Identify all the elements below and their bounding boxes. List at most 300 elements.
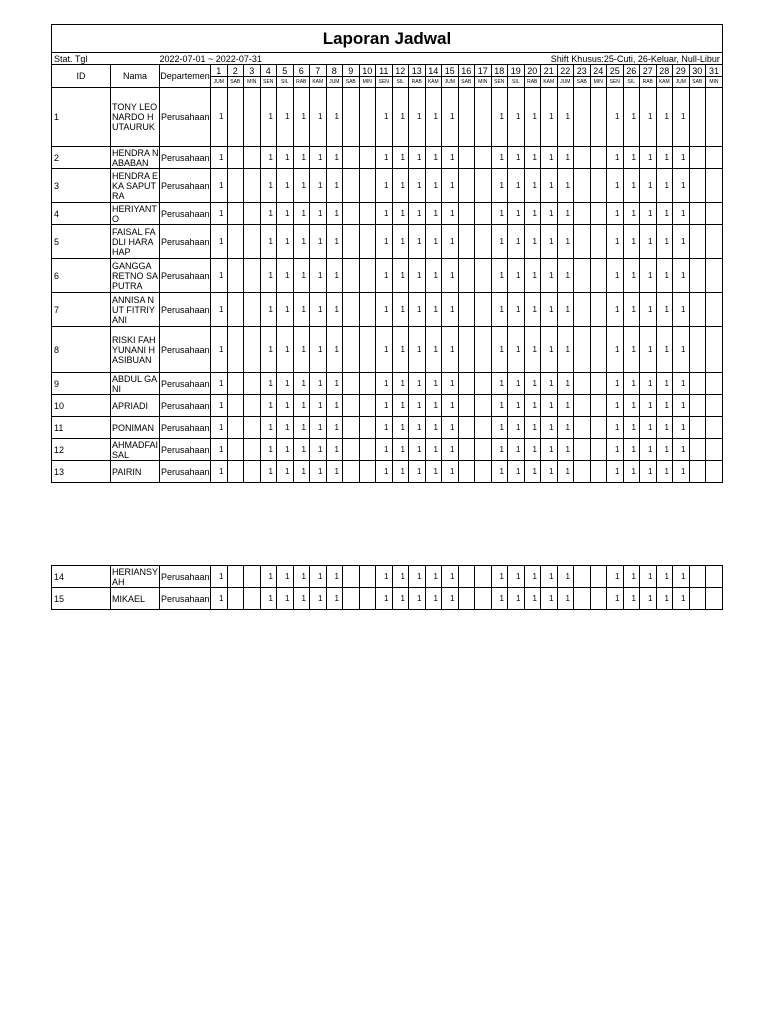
schedule-cell: 1	[656, 147, 673, 169]
schedule-cell: 1	[524, 439, 541, 461]
schedule-cell: 1	[260, 293, 277, 327]
schedule-cell: 1	[392, 395, 409, 417]
schedule-cell: 1	[326, 373, 343, 395]
weekday-header: KAM	[310, 77, 327, 88]
schedule-cell: 1	[326, 203, 343, 225]
schedule-cell	[227, 395, 244, 417]
schedule-cell	[574, 439, 591, 461]
day-header: 30	[689, 65, 706, 77]
employee-id: 14	[52, 566, 111, 588]
schedule-cell: 1	[326, 461, 343, 483]
schedule-cell	[244, 225, 261, 259]
employee-id: 15	[52, 588, 111, 610]
schedule-cell: 1	[508, 88, 525, 147]
schedule-cell: 1	[541, 327, 558, 373]
schedule-cell: 1	[277, 259, 294, 293]
schedule-cell: 1	[409, 88, 426, 147]
day-header: 1	[211, 65, 228, 77]
schedule-cell	[689, 169, 706, 203]
schedule-cell: 1	[277, 439, 294, 461]
schedule-cell: 1	[656, 203, 673, 225]
schedule-cell	[343, 395, 360, 417]
schedule-cell	[227, 439, 244, 461]
schedule-cell: 1	[310, 225, 327, 259]
schedule-cell	[343, 439, 360, 461]
schedule-cell: 1	[442, 88, 459, 147]
schedule-cell: 1	[524, 373, 541, 395]
schedule-cell	[574, 588, 591, 610]
weekday-header: KAM	[541, 77, 558, 88]
schedule-cell	[590, 417, 607, 439]
schedule-cell: 1	[277, 327, 294, 373]
weekday-header: SEN	[376, 77, 393, 88]
weekday-header: JUM	[442, 77, 459, 88]
schedule-cell: 1	[656, 566, 673, 588]
schedule-cell	[359, 147, 376, 169]
employee-id: 1	[52, 88, 111, 147]
schedule-cell: 1	[260, 259, 277, 293]
schedule-cell	[590, 147, 607, 169]
schedule-cell: 1	[656, 88, 673, 147]
schedule-cell	[244, 259, 261, 293]
schedule-cell: 1	[557, 417, 574, 439]
schedule-cell: 1	[640, 461, 657, 483]
schedule-cell: 1	[524, 461, 541, 483]
schedule-cell: 1	[409, 461, 426, 483]
stat-label-text: Stat. Tgl	[54, 53, 88, 64]
schedule-cell	[359, 327, 376, 373]
schedule-cell: 1	[607, 461, 624, 483]
schedule-cell	[359, 588, 376, 610]
schedule-cell	[458, 395, 475, 417]
day-header: 26	[623, 65, 640, 77]
schedule-cell: 1	[607, 147, 624, 169]
weekday-header: JUM	[211, 77, 228, 88]
schedule-cell: 1	[491, 395, 508, 417]
schedule-cell: 1	[211, 461, 228, 483]
schedule-cell: 1	[656, 461, 673, 483]
schedule-cell: 1	[376, 203, 393, 225]
schedule-cell: 1	[442, 395, 459, 417]
day-header: 11	[376, 65, 393, 77]
schedule-cell	[590, 225, 607, 259]
schedule-cell: 1	[310, 461, 327, 483]
schedule-cell: 1	[409, 588, 426, 610]
schedule-cell: 1	[409, 203, 426, 225]
schedule-cell	[458, 327, 475, 373]
schedule-cell	[706, 225, 723, 259]
schedule-cell: 1	[508, 439, 525, 461]
schedule-cell: 1	[557, 566, 574, 588]
schedule-cell	[689, 147, 706, 169]
schedule-cell: 1	[326, 169, 343, 203]
schedule-cell: 1	[656, 169, 673, 203]
schedule-cell: 1	[623, 461, 640, 483]
schedule-cell: 1	[640, 147, 657, 169]
schedule-cell	[475, 169, 492, 203]
schedule-cell: 1	[442, 225, 459, 259]
schedule-cell: 1	[623, 225, 640, 259]
schedule-cell	[227, 225, 244, 259]
schedule-cell: 1	[293, 293, 310, 327]
schedule-cell: 1	[673, 439, 690, 461]
schedule-cell: 1	[508, 293, 525, 327]
schedule-cell	[475, 203, 492, 225]
schedule-cell	[689, 395, 706, 417]
schedule-cell: 1	[293, 327, 310, 373]
schedule-cell: 1	[508, 417, 525, 439]
schedule-cell: 1	[491, 293, 508, 327]
employee-id: 5	[52, 225, 111, 259]
schedule-cell: 1	[623, 417, 640, 439]
day-header: 8	[326, 65, 343, 77]
schedule-cell: 1	[293, 566, 310, 588]
dept-header: Departemen	[160, 65, 211, 88]
employee-name: GANGGA RETNO SAPUTRA	[112, 260, 159, 291]
schedule-cell: 1	[260, 417, 277, 439]
schedule-cell	[343, 293, 360, 327]
schedule-cell	[590, 293, 607, 327]
schedule-cell: 1	[656, 259, 673, 293]
schedule-cell: 1	[211, 327, 228, 373]
schedule-cell: 1	[491, 373, 508, 395]
weekday-header: RAB	[293, 77, 310, 88]
schedule-cell: 1	[541, 373, 558, 395]
schedule-cell: 1	[310, 588, 327, 610]
schedule-cell: 1	[260, 461, 277, 483]
schedule-cell	[343, 259, 360, 293]
schedule-cell: 1	[376, 588, 393, 610]
schedule-cell: 1	[524, 395, 541, 417]
table-row	[52, 293, 723, 327]
employee-id: 2	[52, 147, 111, 169]
schedule-cell: 1	[640, 225, 657, 259]
schedule-cell: 1	[277, 588, 294, 610]
schedule-cell: 1	[491, 417, 508, 439]
weekday-header: RAB	[524, 77, 541, 88]
employee-name: HERIANSYAH	[112, 566, 159, 587]
schedule-cell: 1	[293, 169, 310, 203]
employee-department: Perusahaan	[160, 203, 211, 225]
schedule-cell	[343, 88, 360, 147]
employee-id: 10	[52, 395, 111, 417]
schedule-cell: 1	[524, 588, 541, 610]
employee-id: 12	[52, 439, 111, 461]
table-row	[52, 588, 723, 610]
schedule-cell	[475, 395, 492, 417]
schedule-cell: 1	[442, 373, 459, 395]
weekday-header: SEN	[607, 77, 624, 88]
day-header: 25	[607, 65, 624, 77]
weekday-header: SAB	[458, 77, 475, 88]
schedule-cell: 1	[211, 293, 228, 327]
schedule-cell	[689, 373, 706, 395]
schedule-cell: 1	[673, 88, 690, 147]
schedule-cell: 1	[425, 293, 442, 327]
schedule-cell	[227, 461, 244, 483]
schedule-cell: 1	[211, 225, 228, 259]
schedule-cell: 1	[656, 395, 673, 417]
schedule-cell: 1	[293, 88, 310, 147]
schedule-cell: 1	[508, 327, 525, 373]
schedule-cell: 1	[326, 147, 343, 169]
weekday-header: MIN	[590, 77, 607, 88]
weekday-header: JUM	[326, 77, 343, 88]
table-row	[52, 225, 723, 259]
schedule-cell	[475, 259, 492, 293]
schedule-cell: 1	[557, 88, 574, 147]
schedule-cell: 1	[293, 373, 310, 395]
schedule-cell	[244, 395, 261, 417]
weekday-header: JUM	[557, 77, 574, 88]
schedule-cell: 1	[442, 147, 459, 169]
schedule-cell: 1	[656, 373, 673, 395]
employee-id: 4	[52, 203, 111, 225]
schedule-cell: 1	[425, 225, 442, 259]
weekday-header: MIN	[706, 77, 723, 88]
schedule-cell: 1	[392, 461, 409, 483]
schedule-cell: 1	[260, 327, 277, 373]
schedule-cell	[574, 417, 591, 439]
schedule-cell: 1	[673, 395, 690, 417]
schedule-cell: 1	[656, 293, 673, 327]
schedule-cell: 1	[541, 395, 558, 417]
day-header: 13	[409, 65, 426, 77]
schedule-cell: 1	[277, 373, 294, 395]
schedule-cell	[359, 417, 376, 439]
employee-department: Perusahaan	[160, 88, 211, 147]
schedule-cell: 1	[310, 566, 327, 588]
day-header: 16	[458, 65, 475, 77]
schedule-cell: 1	[392, 566, 409, 588]
schedule-cell	[458, 88, 475, 147]
table-row	[52, 417, 723, 439]
schedule-cell: 1	[623, 588, 640, 610]
schedule-cell	[343, 169, 360, 203]
schedule-cell: 1	[310, 417, 327, 439]
schedule-cell: 1	[607, 566, 624, 588]
employee-id: 11	[52, 417, 111, 439]
weekday-header: RAB	[640, 77, 657, 88]
schedule-cell	[689, 293, 706, 327]
schedule-cell	[359, 88, 376, 147]
schedule-cell: 1	[277, 169, 294, 203]
schedule-cell: 1	[656, 327, 673, 373]
schedule-cell: 1	[491, 88, 508, 147]
shift-note: Shift Khusus:25-Cuti, 26-Keluar, Null-Libur	[392, 53, 722, 65]
employee-name: HENDRA NABABAN	[112, 147, 159, 168]
schedule-cell	[590, 373, 607, 395]
schedule-cell: 1	[277, 461, 294, 483]
schedule-cell: 1	[557, 327, 574, 373]
schedule-cell: 1	[326, 259, 343, 293]
schedule-cell	[574, 225, 591, 259]
schedule-cell	[590, 566, 607, 588]
id-header: ID	[52, 65, 111, 88]
day-header: 2	[227, 65, 244, 77]
employee-name: ANNISA NUT FITRIYANI	[111, 293, 160, 327]
schedule-cell	[359, 439, 376, 461]
schedule-cell: 1	[260, 439, 277, 461]
schedule-cell: 1	[491, 147, 508, 169]
weekday-header: RAB	[409, 77, 426, 88]
schedule-cell	[574, 461, 591, 483]
employee-department: Perusahaan	[160, 373, 211, 395]
schedule-cell: 1	[442, 461, 459, 483]
schedule-cell	[244, 566, 261, 588]
schedule-cell	[574, 373, 591, 395]
schedule-cell: 1	[673, 588, 690, 610]
schedule-cell: 1	[541, 566, 558, 588]
schedule-cell: 1	[211, 439, 228, 461]
schedule-cell: 1	[640, 203, 657, 225]
employee-id: 7	[52, 293, 111, 327]
employee-name: PONIMAN	[111, 417, 160, 439]
day-header: 12	[392, 65, 409, 77]
schedule-cell: 1	[524, 566, 541, 588]
schedule-cell: 1	[260, 203, 277, 225]
schedule-cell: 1	[376, 169, 393, 203]
day-header: 3	[244, 65, 261, 77]
schedule-cell: 1	[524, 259, 541, 293]
schedule-cell	[458, 169, 475, 203]
schedule-cell	[227, 327, 244, 373]
employee-id: 3	[52, 169, 111, 203]
schedule-cell	[227, 588, 244, 610]
schedule-cell: 1	[293, 439, 310, 461]
schedule-cell	[458, 373, 475, 395]
schedule-cell	[590, 203, 607, 225]
weekday-header: SAB	[689, 77, 706, 88]
schedule-cell: 1	[392, 88, 409, 147]
schedule-cell: 1	[640, 327, 657, 373]
schedule-cell	[574, 88, 591, 147]
schedule-cell	[706, 373, 723, 395]
table-row	[52, 259, 723, 293]
schedule-cell	[359, 373, 376, 395]
schedule-cell: 1	[607, 373, 624, 395]
schedule-cell	[227, 169, 244, 203]
schedule-cell: 1	[541, 88, 558, 147]
schedule-cell: 1	[673, 293, 690, 327]
schedule-cell: 1	[376, 293, 393, 327]
schedule-cell: 1	[508, 588, 525, 610]
schedule-cell	[706, 293, 723, 327]
schedule-cell: 1	[491, 259, 508, 293]
employee-department: Perusahaan	[160, 225, 211, 259]
schedule-cell: 1	[524, 147, 541, 169]
schedule-cell: 1	[310, 259, 327, 293]
employee-name: APRIADI	[111, 395, 160, 417]
schedule-cell	[244, 417, 261, 439]
schedule-cell: 1	[623, 203, 640, 225]
schedule-cell: 1	[557, 439, 574, 461]
day-header: 20	[524, 65, 541, 77]
schedule-cell: 1	[557, 203, 574, 225]
schedule-cell: 1	[260, 169, 277, 203]
weekday-header: SEN	[491, 77, 508, 88]
schedule-cell: 1	[640, 88, 657, 147]
schedule-cell: 1	[656, 588, 673, 610]
schedule-cell: 1	[541, 588, 558, 610]
schedule-cell: 1	[640, 373, 657, 395]
schedule-cell: 1	[541, 439, 558, 461]
schedule-cell: 1	[326, 395, 343, 417]
schedule-cell: 1	[623, 373, 640, 395]
schedule-cell: 1	[524, 293, 541, 327]
schedule-cell: 1	[623, 88, 640, 147]
schedule-cell: 1	[557, 169, 574, 203]
schedule-cell	[475, 461, 492, 483]
schedule-cell: 1	[640, 395, 657, 417]
schedule-cell: 1	[508, 169, 525, 203]
schedule-cell: 1	[508, 395, 525, 417]
schedule-cell	[227, 566, 244, 588]
weekday-header: KAM	[656, 77, 673, 88]
schedule-cell: 1	[491, 327, 508, 373]
schedule-cell	[227, 203, 244, 225]
schedule-cell	[458, 203, 475, 225]
day-header: 31	[706, 65, 723, 77]
schedule-cell: 1	[211, 169, 228, 203]
schedule-cell: 1	[491, 169, 508, 203]
schedule-cell: 1	[508, 147, 525, 169]
schedule-cell	[689, 327, 706, 373]
schedule-cell: 1	[508, 203, 525, 225]
day-header: 15	[442, 65, 459, 77]
day-header: 4	[260, 65, 277, 77]
employee-name: MIKAEL	[111, 588, 160, 610]
schedule-cell: 1	[376, 417, 393, 439]
schedule-cell: 1	[673, 566, 690, 588]
schedule-cell: 1	[409, 439, 426, 461]
schedule-cell	[244, 373, 261, 395]
weekday-header: MIN	[244, 77, 261, 88]
day-header: 21	[541, 65, 558, 77]
schedule-cell: 1	[508, 461, 525, 483]
schedule-cell: 1	[310, 88, 327, 147]
schedule-cell: 1	[392, 225, 409, 259]
schedule-cell: 1	[656, 439, 673, 461]
schedule-cell	[359, 293, 376, 327]
schedule-cell: 1	[293, 225, 310, 259]
schedule-cell: 1	[425, 147, 442, 169]
schedule-cell	[689, 566, 706, 588]
schedule-cell: 1	[607, 225, 624, 259]
schedule-cell: 1	[260, 588, 277, 610]
weekday-header: SAB	[574, 77, 591, 88]
table-row	[52, 88, 723, 147]
schedule-cell: 1	[508, 373, 525, 395]
schedule-cell: 1	[425, 373, 442, 395]
schedule-cell: 1	[211, 259, 228, 293]
day-header: 18	[491, 65, 508, 77]
schedule-cell: 1	[425, 566, 442, 588]
schedule-cell	[590, 88, 607, 147]
schedule-cell	[359, 169, 376, 203]
schedule-cell: 1	[640, 169, 657, 203]
schedule-cell: 1	[409, 147, 426, 169]
schedule-cell	[590, 259, 607, 293]
schedule-cell	[244, 169, 261, 203]
schedule-cell	[359, 566, 376, 588]
schedule-cell	[689, 259, 706, 293]
day-header: 6	[293, 65, 310, 77]
schedule-cell: 1	[640, 439, 657, 461]
schedule-cell	[458, 225, 475, 259]
schedule-cell: 1	[640, 293, 657, 327]
schedule-cell: 1	[524, 203, 541, 225]
